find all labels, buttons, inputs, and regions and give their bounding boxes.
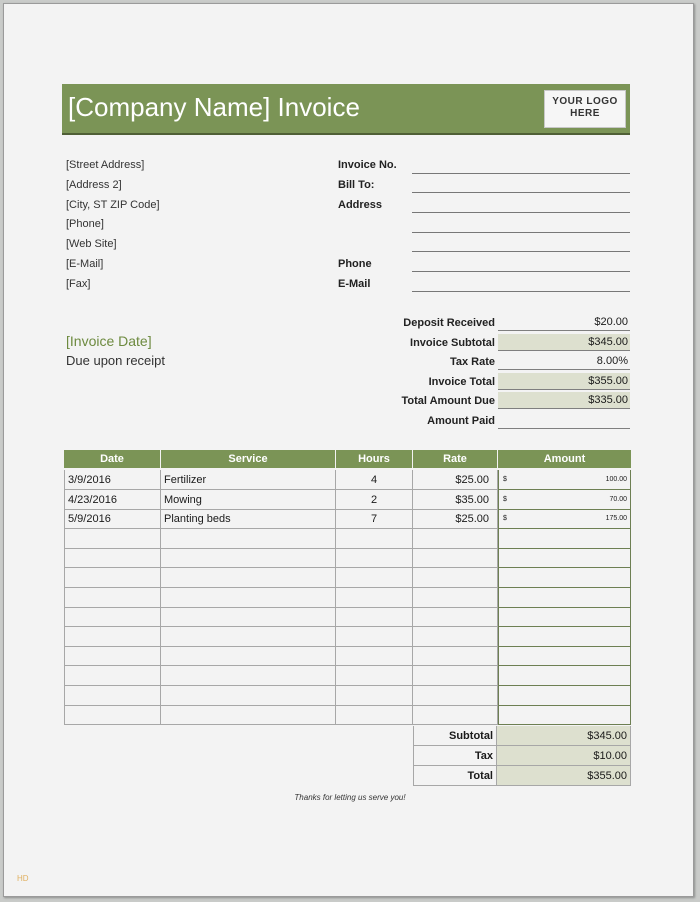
email-field[interactable] [412, 291, 630, 292]
amount-currency: $ [503, 476, 507, 483]
rate-cell[interactable] [413, 646, 498, 666]
rate-cell[interactable] [413, 666, 498, 686]
company-fax: [Fax] [66, 278, 91, 290]
service-header: Service [161, 450, 336, 468]
bill-to-field[interactable] [412, 192, 630, 193]
tax-value: $10.00 [497, 746, 631, 766]
amount-cell [498, 509, 631, 529]
company-website: [Web Site] [66, 238, 117, 250]
invoice-title: [Company Name] Invoice [68, 92, 360, 122]
service-cell[interactable] [161, 646, 336, 666]
invoice-subtotal-label: Invoice Subtotal [410, 337, 495, 349]
address-2: [Address 2] [66, 179, 122, 191]
address-field-3[interactable] [412, 251, 630, 252]
company-phone: [Phone] [66, 218, 104, 230]
total-value: $355.00 [497, 766, 631, 786]
hours-cell[interactable] [336, 548, 413, 568]
hours-cell[interactable]: 7 [336, 509, 413, 529]
rate-cell[interactable] [413, 548, 498, 568]
hours-cell[interactable]: 2 [336, 490, 413, 510]
address-label: Address [338, 199, 383, 211]
hours-cell[interactable] [336, 607, 413, 627]
amount-cell [498, 686, 631, 706]
date-cell[interactable] [64, 646, 161, 666]
amount-cell [498, 646, 631, 666]
hours-cell[interactable] [336, 705, 413, 725]
address-field-2[interactable] [412, 232, 630, 233]
total-due-label: Total Amount Due [401, 395, 495, 407]
service-cell[interactable]: Planting beds [161, 509, 336, 529]
hours-cell[interactable] [336, 568, 413, 588]
hours-cell[interactable] [336, 646, 413, 666]
rate-cell[interactable]: $25.00 [413, 509, 498, 529]
amount-value: 70.00 [609, 496, 627, 503]
rate-cell[interactable] [413, 529, 498, 549]
address-field-1[interactable] [412, 212, 630, 213]
logo-placeholder [544, 90, 626, 128]
date-header: Date [64, 450, 161, 468]
subtotal-value: $345.00 [497, 726, 631, 746]
thank-you-note: Thanks for letting us serve you! [294, 793, 406, 802]
date-cell[interactable] [64, 666, 161, 686]
hours-cell[interactable] [336, 529, 413, 549]
date-cell[interactable]: 4/23/2016 [64, 490, 161, 510]
date-cell[interactable]: 5/9/2016 [64, 509, 161, 529]
service-cell[interactable] [161, 686, 336, 706]
service-cell[interactable] [161, 705, 336, 725]
logo-line-1: YOUR LOGO [552, 96, 618, 107]
amount-cell [498, 705, 631, 725]
amount-header: Amount [498, 450, 631, 468]
amount-cell [498, 529, 631, 549]
watermark: HD [17, 874, 29, 883]
service-cell[interactable] [161, 568, 336, 588]
date-cell[interactable] [64, 607, 161, 627]
rate-cell[interactable] [413, 705, 498, 725]
amount-cell [498, 588, 631, 608]
amount-cell [498, 470, 631, 490]
invoice-header [62, 84, 630, 135]
logo-line-2: HERE [570, 108, 600, 119]
tax-label: Tax [413, 746, 497, 766]
amount-paid-value[interactable] [498, 412, 630, 429]
rate-cell[interactable] [413, 568, 498, 588]
date-cell[interactable] [64, 568, 161, 588]
hours-cell[interactable] [336, 686, 413, 706]
phone-label: Phone [338, 258, 372, 270]
amount-cell [498, 666, 631, 686]
date-cell[interactable] [64, 548, 161, 568]
total-label: Total [413, 766, 497, 786]
amount-cell [498, 548, 631, 568]
service-cell[interactable]: Mowing [161, 490, 336, 510]
company-email: [E-Mail] [66, 258, 104, 270]
service-cell[interactable] [161, 627, 336, 647]
city-state-zip: [City, ST ZIP Code] [66, 199, 160, 211]
due-terms: Due upon receipt [66, 353, 166, 368]
amount-cell [498, 607, 631, 627]
rate-cell[interactable] [413, 607, 498, 627]
invoice-total-label: Invoice Total [428, 376, 495, 388]
invoice-no-label: Invoice No. [338, 159, 397, 171]
rate-cell[interactable] [413, 627, 498, 647]
service-cell[interactable] [161, 588, 336, 608]
service-cell[interactable] [161, 666, 336, 686]
amount-cell [498, 568, 631, 588]
amount-currency: $ [503, 515, 507, 522]
hours-cell[interactable] [336, 627, 413, 647]
invoice-subtotal-value: $345.00 [498, 334, 630, 351]
deposit-value[interactable]: $20.00 [498, 314, 630, 331]
amount-paid-label: Amount Paid [427, 415, 495, 427]
total-due-value: $335.00 [498, 392, 630, 409]
hours-cell[interactable] [336, 588, 413, 608]
service-cell[interactable] [161, 529, 336, 549]
rate-cell[interactable]: $35.00 [413, 490, 498, 510]
date-cell[interactable] [64, 588, 161, 608]
rate-cell[interactable] [413, 588, 498, 608]
rate-header: Rate [413, 450, 498, 468]
date-cell[interactable]: 3/9/2016 [64, 470, 161, 490]
tax-rate-value[interactable]: 8.00% [498, 353, 630, 370]
invoice-date: [Invoice Date] [66, 333, 152, 349]
date-cell[interactable] [64, 705, 161, 725]
phone-field[interactable] [412, 271, 630, 272]
subtotal-label: Subtotal [413, 726, 497, 746]
tax-rate-label: Tax Rate [449, 356, 495, 368]
amount-cell [498, 490, 631, 510]
deposit-label: Deposit Received [403, 317, 495, 329]
invoice-total-value: $355.00 [498, 373, 630, 390]
service-cell[interactable] [161, 607, 336, 627]
street-address: [Street Address] [66, 159, 145, 171]
rate-cell[interactable] [413, 686, 498, 706]
hours-cell[interactable]: 4 [336, 470, 413, 490]
amount-cell [498, 627, 631, 647]
bill-to-label: Bill To: [338, 179, 375, 191]
hours-header: Hours [336, 450, 413, 468]
hours-cell[interactable] [336, 666, 413, 686]
invoice-no-field[interactable] [412, 173, 630, 174]
amount-value: 175.00 [605, 515, 627, 522]
service-cell[interactable]: Fertilizer [161, 470, 336, 490]
amount-value: 100.00 [605, 476, 627, 483]
date-cell[interactable] [64, 529, 161, 549]
date-cell[interactable] [64, 627, 161, 647]
rate-cell[interactable]: $25.00 [413, 470, 498, 490]
service-cell[interactable] [161, 548, 336, 568]
date-cell[interactable] [64, 686, 161, 706]
email-label: E-Mail [338, 278, 371, 290]
amount-currency: $ [503, 496, 507, 503]
